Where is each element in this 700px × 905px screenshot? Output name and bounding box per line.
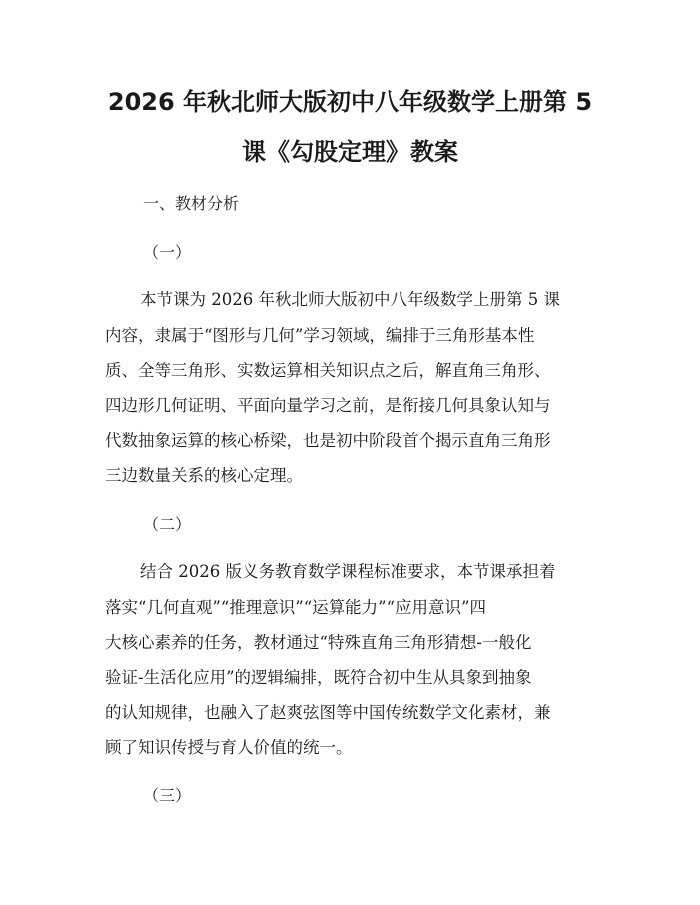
paragraph-2-line-6: 顾了知识传授与育人价值的统一。: [105, 738, 353, 757]
paragraph-1-line-4: 四边形几何证明、平面向量学习之前，是衔接几何具象认知与: [105, 396, 551, 415]
paragraph-1-line-6: 三边数量关系的核心定理。: [105, 466, 303, 485]
section-heading: 一、教材分析: [143, 194, 240, 213]
paragraph-1-line-1: 本节课为 2026 年秋北师大版初中八年级数学上册第 5 课: [140, 290, 560, 309]
paragraph-2-line-5: 的认知规律，也融入了赵爽弦图等中国传统数学文化素材，兼: [105, 703, 551, 722]
subsection-label-1: （一）: [143, 243, 192, 262]
subsection-label-2: （二）: [143, 515, 192, 534]
paragraph-1-line-5: 代数抽象运算的核心桥梁，也是初中阶段首个揭示直角三角形: [105, 431, 551, 450]
paragraph-1-line-3: 质、全等三角形、实数运算相关知识点之后，解直角三角形、: [105, 361, 551, 380]
document-title-line-2: 课《勾股定理》教案: [242, 138, 458, 166]
paragraph-2-line-4: 验证-生活化应用”的逻辑编排，既符合初中生从具象到抽象: [105, 668, 532, 687]
paragraph-2-line-1: 结合 2026 版义务教育数学课程标准要求，本节课承担着: [140, 562, 556, 581]
document-title-line-1: 2026 年秋北师大版初中八年级数学上册第 5: [107, 88, 593, 116]
paragraph-1-line-2: 内容，隶属于“图形与几何”学习领域，编排于三角形基本性: [105, 326, 535, 345]
paragraph-2-line-2: 落实“几何直观”“推理意识”“运算能力”“应用意识”四: [105, 598, 486, 617]
subsection-label-3: （三）: [143, 786, 192, 805]
paragraph-2-line-3: 大核心素养的任务，教材通过“特殊直角三角形猜想-一般化: [105, 633, 532, 652]
